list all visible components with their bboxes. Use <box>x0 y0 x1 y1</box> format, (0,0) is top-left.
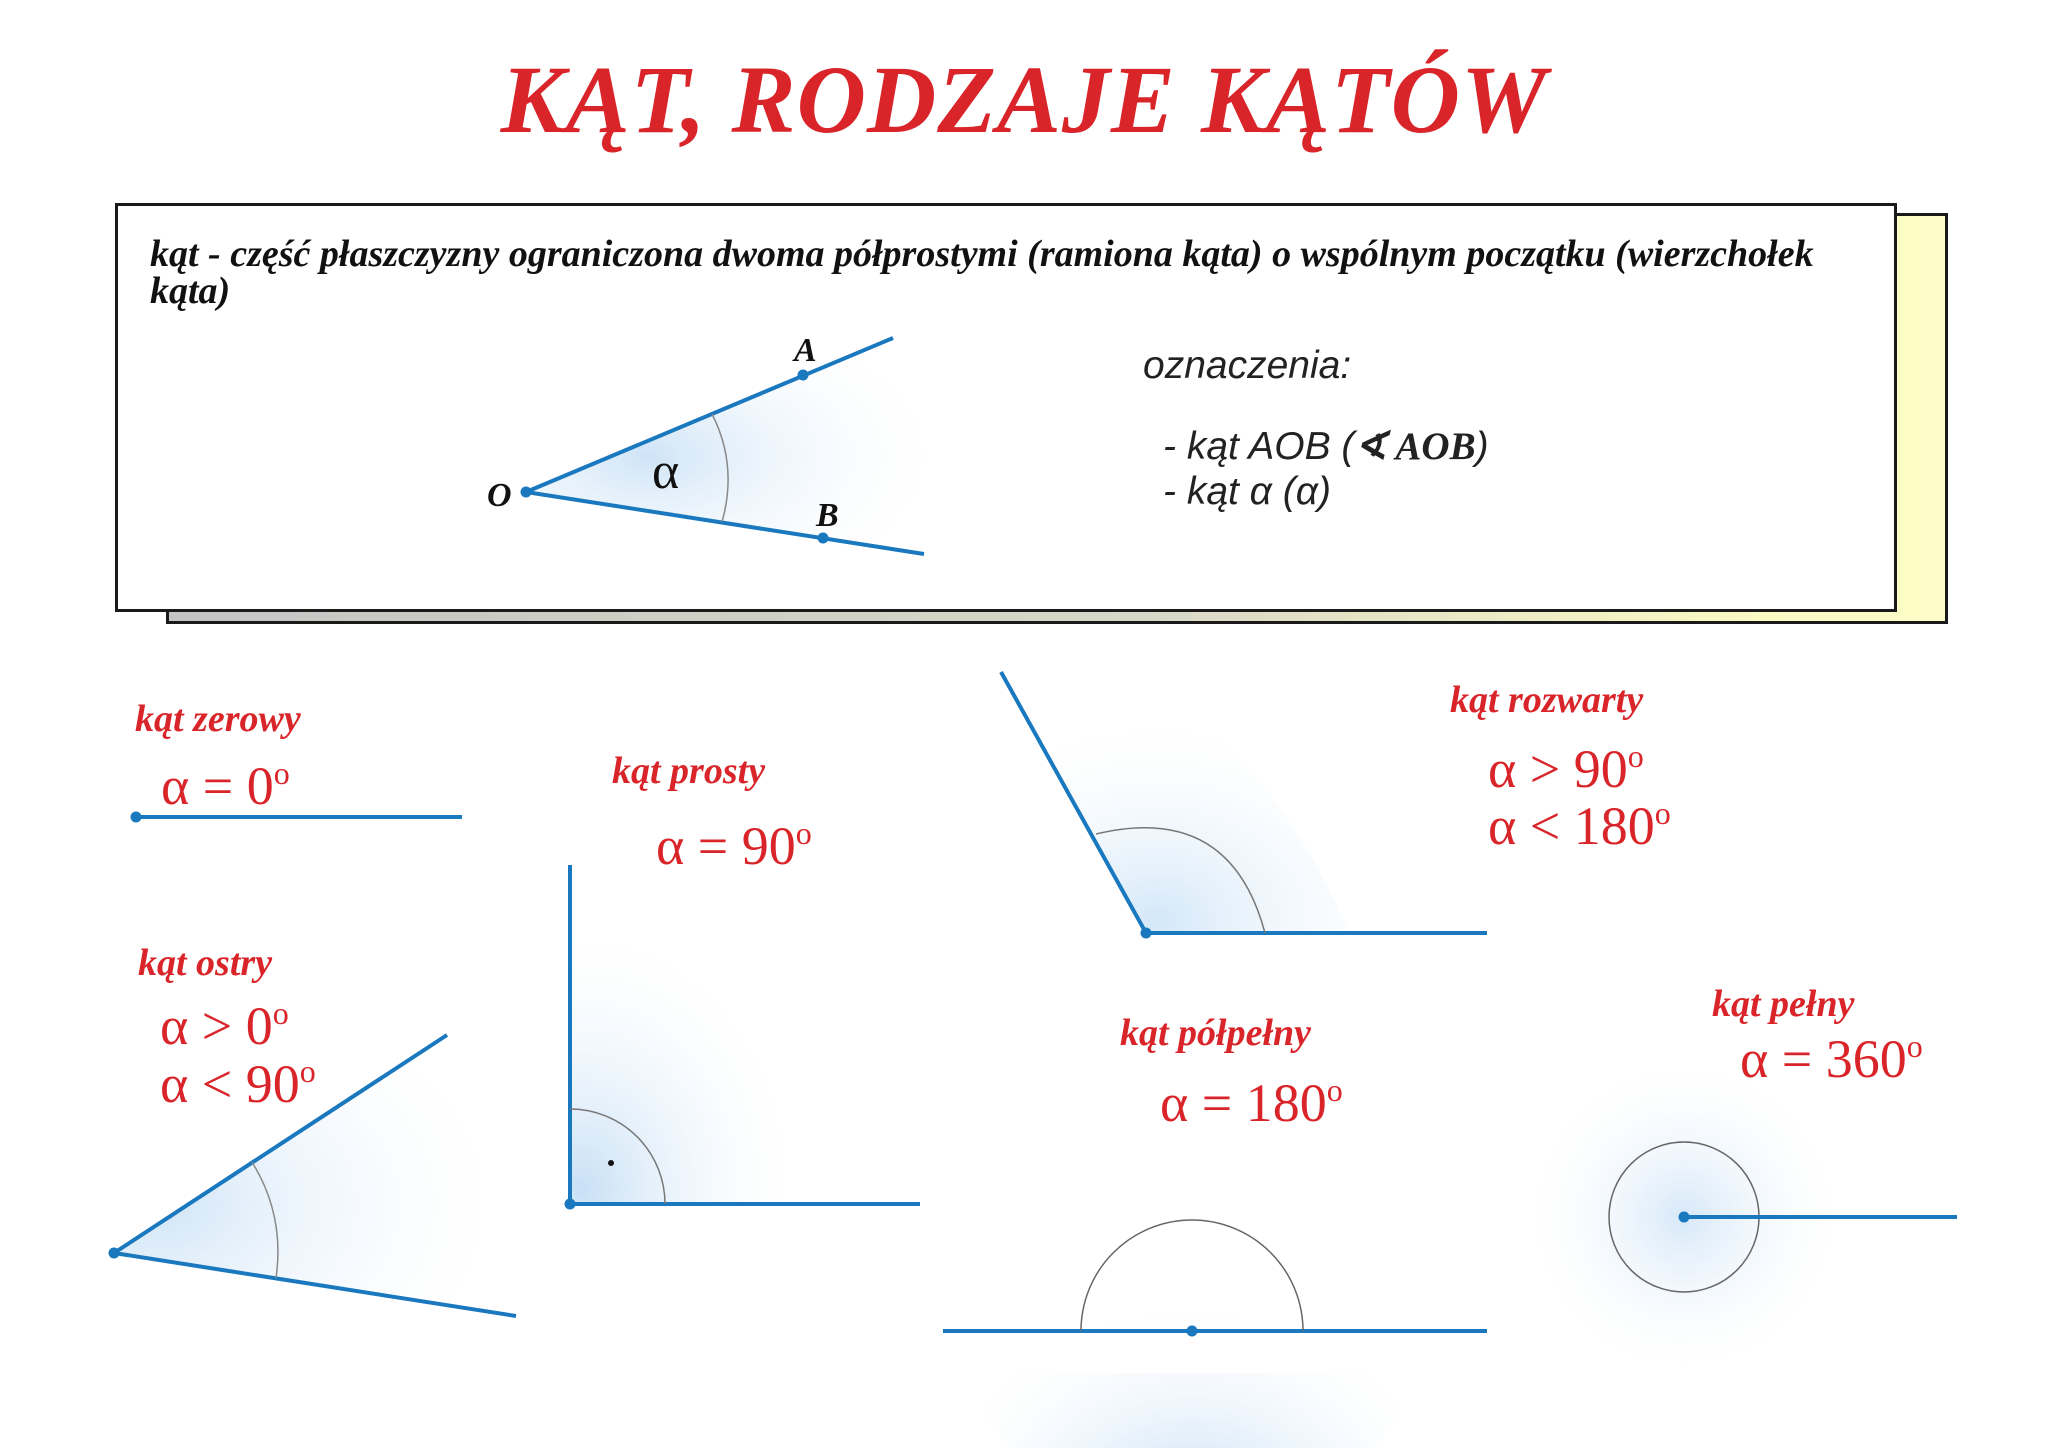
angle-aob-symbol: ∢ AOB <box>1354 425 1476 468</box>
right-angle-dot <box>608 1160 614 1166</box>
point-a-dot <box>798 370 809 381</box>
zero-angle-formula: $\alpha = 0^o$ <box>161 755 290 816</box>
right-angle-diagram <box>565 865 921 1210</box>
acute-angle-vertex <box>109 1248 120 1259</box>
obtuse-angle-formula-2: $\alpha < 180^o$ <box>1488 795 1671 856</box>
acute-angle-formula-2: $\alpha < 90^o$ <box>160 1053 316 1114</box>
zero-angle-vertex <box>131 812 142 823</box>
point-b-dot <box>818 533 829 544</box>
full-angle-formula: $\alpha = 360^o$ <box>1740 1028 1923 1089</box>
right-angle-vertex <box>565 1199 576 1210</box>
full-angle-diagram <box>1519 1052 1957 1382</box>
vertex-o-dot <box>521 487 532 498</box>
notation-item-alpha: - kąt α (α) <box>1163 470 1331 513</box>
main-angle-fill <box>526 338 936 553</box>
straight-angle-formula: $\alpha = 180^o$ <box>1160 1072 1343 1133</box>
straight-angle-diagram <box>900 1141 1500 1448</box>
straight-angle-name: kąt półpełny <box>1120 1012 1312 1054</box>
notation-item-aob: - kąt AOB (∢ AOB) <box>1163 425 1489 468</box>
point-b-label: B <box>816 497 839 534</box>
full-angle-name: kąt pełny <box>1712 983 1855 1025</box>
straight-angle-vertex <box>1187 1326 1198 1337</box>
notation-title: oznaczenia: <box>1143 344 1352 387</box>
obtuse-angle-formula-1: $\alpha > 90^o$ <box>1488 738 1644 799</box>
right-angle-formula: $\alpha = 90^o$ <box>656 815 812 876</box>
obtuse-angle-vertex <box>1141 928 1152 939</box>
obtuse-angle-fill <box>1001 669 1350 933</box>
right-angle-fill <box>570 900 820 1204</box>
point-a-label: A <box>794 332 817 369</box>
zero-angle-name: kąt zerowy <box>135 698 301 740</box>
main-angle-diagram <box>487 332 936 554</box>
page-title: KĄT, RODZAJE KĄTÓW <box>500 46 1548 153</box>
straight-angle-mask <box>900 1333 1500 1373</box>
acute-angle-formula-1: $\alpha > 0^o$ <box>160 995 289 1056</box>
right-angle-name: kąt prosty <box>612 750 766 792</box>
obtuse-angle-diagram <box>1001 669 1487 939</box>
full-angle-vertex <box>1679 1212 1690 1223</box>
angle-definition: kąt - część płaszczyzny ograniczona dwoma półprostymi (ramiona kąta) o wspólnym początku (wierzchołek kąta) <box>150 233 1814 312</box>
vertex-o-label: O <box>487 477 512 514</box>
obtuse-angle-name: kąt rozwarty <box>1450 679 1644 721</box>
acute-angle-name: kąt ostry <box>138 942 273 984</box>
straight-angle-fill <box>962 1141 1422 1448</box>
main-alpha-label: α <box>652 443 680 500</box>
